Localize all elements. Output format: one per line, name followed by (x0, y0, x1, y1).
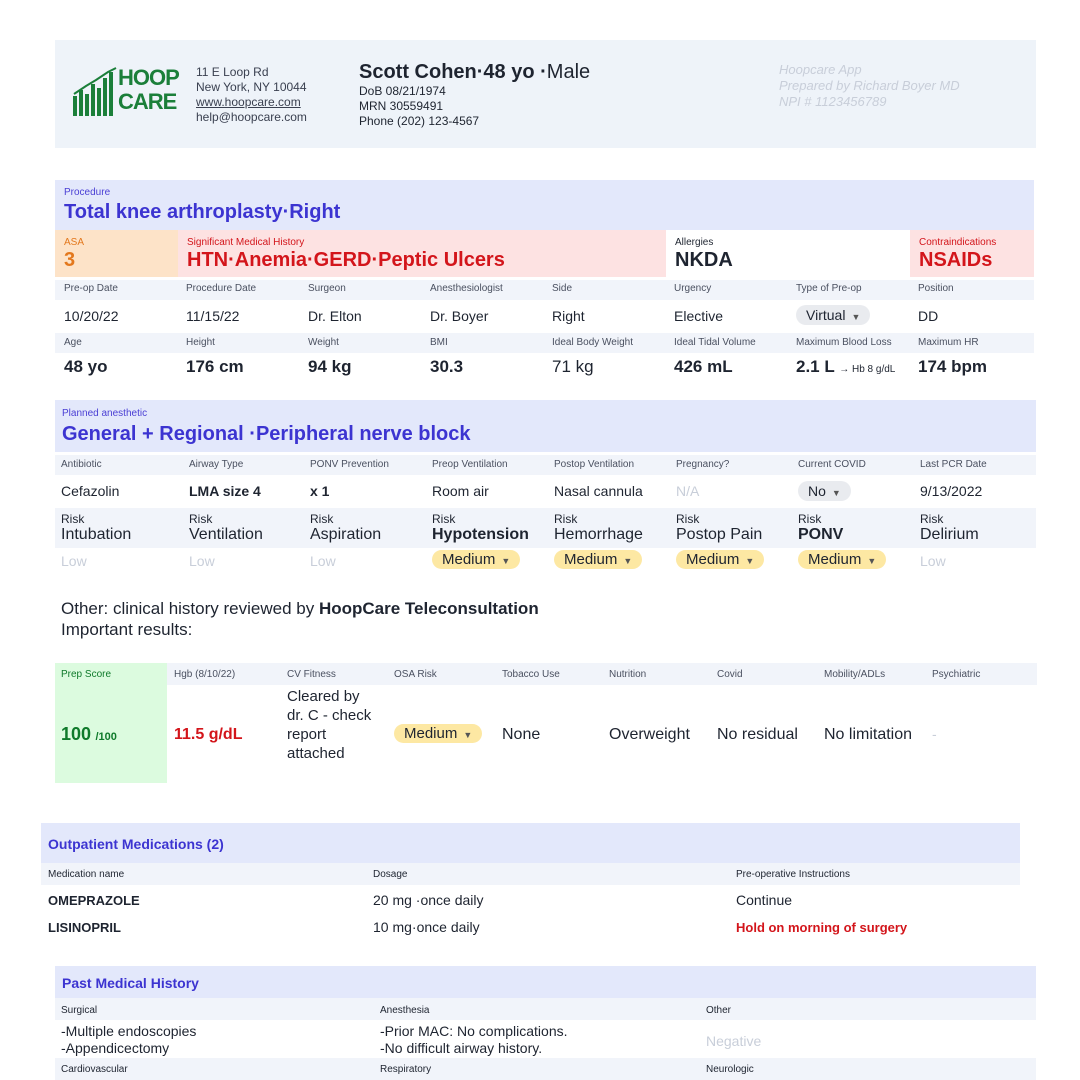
chevron-down-icon: ▼ (867, 556, 877, 566)
risk-hemorrhage: Risk Hemorrhage (554, 512, 643, 543)
ponv-prevention: x 1 (310, 483, 330, 499)
chevron-down-icon: ▼ (831, 488, 841, 498)
risk-delirium: Risk Delirium (920, 512, 979, 543)
prep-score: 100 /100 (61, 724, 117, 744)
anesthesiologist: Dr. Boyer (430, 308, 489, 324)
other-notes: Other: clinical history reviewed by HoopCare Teleconsultation Important results: (61, 599, 539, 639)
osa-risk-dropdown[interactable]: Medium ▼ (394, 724, 482, 743)
risk-level-postop-pain-dropdown[interactable]: Medium ▼ (676, 550, 764, 569)
risk-level-hemorrhage-dropdown[interactable]: Medium ▼ (554, 550, 642, 569)
tobacco-use: None (502, 726, 541, 743)
anesthetic-title: General + Regional ·Peripheral nerve block (62, 423, 471, 445)
pmh-anesthesia: -Prior MAC: No complications. -No difficult airway history. (380, 1023, 568, 1056)
anesthetic-band: Planned anesthetic General + Regional ·Peripheral nerve block (55, 400, 1036, 452)
asa-cell: ASA 3 (55, 230, 178, 277)
asa-value: 3 (64, 249, 76, 271)
covid-dropdown[interactable]: No ▼ (798, 481, 851, 501)
med-instruction-2: Hold on morning of surgery (736, 920, 908, 935)
preop-date: 10/20/22 (64, 308, 119, 324)
cv-fitness: Cleared by dr. C - check report attached (287, 688, 372, 762)
procedure-title: Total knee arthroplasty·Right (64, 201, 341, 223)
risk-postop-pain: Risk Postop Pain (676, 512, 763, 543)
risk-level-aspiration: Low (310, 553, 336, 569)
pmh-title: Past Medical History (62, 975, 199, 991)
app-info: Hoopcare App Prepared by Richard Boyer MD NPI # 1123456789 (779, 62, 960, 109)
preop-type-dropdown[interactable]: Virtual ▼ (796, 305, 870, 325)
urgency: Elective (674, 308, 724, 324)
chevron-down-icon: ▼ (501, 556, 511, 566)
risk-ventilation: Risk Ventilation (189, 512, 263, 543)
procedure-band: Procedure Total knee arthroplasty·Right (55, 180, 1034, 230)
medical-history-cell: Significant Medical History HTN·Anemia·GERD·Peptic Ulcers (178, 230, 666, 277)
bmi: 30.3 (430, 357, 464, 376)
contraindications-cell: Contraindications NSAIDs (910, 230, 1034, 277)
risk-level-hypotension-dropdown[interactable]: Medium ▼ (432, 550, 520, 569)
med-name-2: LISINOPRIL (48, 920, 121, 935)
age: 48 yo (64, 357, 108, 376)
ideal-tidal-volume: 426 mL (674, 357, 733, 376)
weight: 94 kg (308, 357, 352, 376)
pmh-other: Negative (706, 1033, 762, 1049)
risk-level-ventilation: Low (189, 553, 215, 569)
mobility: No limitation (824, 726, 913, 743)
medications-band (41, 823, 1020, 863)
airway-type: LMA size 4 (189, 483, 261, 499)
pmh-surgical: -Multiple endoscopies -Appendicectomy (61, 1023, 197, 1056)
med-instruction-1: Continue (736, 892, 793, 908)
procedure-date: 11/15/22 (186, 308, 240, 324)
email-link[interactable]: help@hoopcare.com (196, 110, 307, 124)
position: DD (918, 308, 939, 324)
patient-name: Scott Cohen·48 yo ·Male (359, 61, 591, 83)
medical-history-value: HTN·Anemia·GERD·Peptic Ulcers (187, 249, 505, 271)
max-blood-loss: 2.1 L → Hb 8 g/dL (796, 357, 896, 376)
chevron-down-icon: ▼ (623, 556, 633, 566)
logo-text: HOOP CARE (118, 65, 179, 114)
chevron-down-icon: ▼ (851, 312, 861, 322)
medications-title: Outpatient Medications (2) (48, 836, 224, 852)
height: 176 cm (186, 357, 244, 376)
last-pcr-date: 9/13/2022 (920, 483, 983, 499)
preop-ventilation: Room air (432, 483, 489, 499)
website-link[interactable]: www.hoopcare.com (196, 95, 301, 109)
risk-ponv: Risk PONV (798, 512, 844, 543)
risk-hypotension: Risk Hypotension (432, 512, 529, 543)
prep-score-cell (55, 663, 167, 783)
patient-info: DoB 08/21/1974 MRN 30559491 Phone (202) 123-4567 (359, 84, 480, 128)
risk-aspiration: Risk Aspiration (310, 512, 382, 543)
clinic-address: 11 E Loop Rd New York, NY 10044 www.hoopcare.com help@hoopcare.com (196, 65, 307, 124)
chevron-down-icon: ▼ (463, 730, 473, 740)
risk-level-intubation: Low (61, 553, 87, 569)
surgeon: Dr. Elton (308, 308, 362, 324)
risk-level-delirium: Low (920, 553, 946, 569)
side: Right (552, 308, 585, 324)
allergies-value: NKDA (675, 249, 733, 271)
med-dosage-2: 10 mg·once daily (373, 919, 480, 935)
allergies-cell: Allergies NKDA (666, 230, 910, 277)
pregnancy: N/A (676, 483, 700, 499)
risk-level-ponv-dropdown[interactable]: Medium ▼ (798, 550, 886, 569)
med-dosage-1: 20 mg ·once daily (373, 892, 484, 908)
hgb-value: 11.5 g/dL (174, 726, 243, 743)
pmh-band (55, 966, 1036, 998)
contraindications-value: NSAIDs (919, 249, 993, 271)
ideal-body-weight: 71 kg (552, 357, 594, 376)
max-hr: 174 bpm (918, 357, 987, 376)
antibiotic: Cefazolin (61, 483, 120, 499)
nutrition: Overweight (609, 726, 690, 743)
covid-result: No residual (717, 726, 798, 743)
risk-intubation: Risk Intubation (61, 512, 132, 543)
chevron-down-icon: ▼ (745, 556, 755, 566)
postop-ventilation: Nasal cannula (554, 483, 643, 499)
psychiatric: - (932, 726, 937, 742)
med-name-1: OMEPRAZOLE (48, 893, 140, 908)
